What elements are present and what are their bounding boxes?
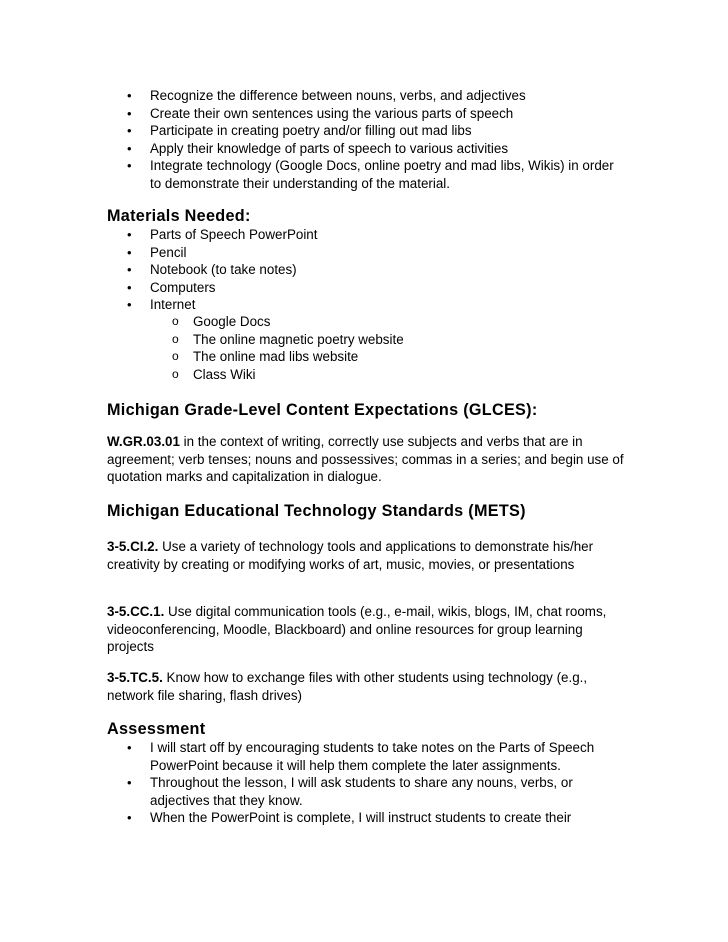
assessment-list: [0, 739, 618, 827]
mets-standard: [107, 603, 627, 656]
bullet-icon: •: [127, 227, 132, 242]
sub-list-item-text: The online magnetic poetry website: [193, 331, 404, 347]
sub-list-item-text: Google Docs: [193, 314, 271, 329]
sub-list-item: [0, 313, 404, 331]
list-item: [0, 809, 618, 827]
list-item-text: Computers: [150, 279, 216, 295]
objectives-list: [0, 87, 618, 192]
circle-bullet-icon: o: [172, 314, 179, 328]
list-item: [0, 87, 618, 105]
materials-list: [0, 226, 618, 314]
bullet-icon: •: [127, 279, 132, 295]
list-item-text: Apply their knowledge of parts of speech to various activities: [150, 140, 509, 156]
bullet-icon: •: [127, 775, 132, 790]
list-item-text: Participate in creating poetry and/or filling out mad libs: [150, 123, 472, 138]
sub-list-item-text: The online mad libs website: [193, 349, 359, 365]
list-item-text: Recognize the difference between nouns, verbs, and adjectives: [150, 88, 526, 103]
mets-standard-code: 3-5.TC.5.: [107, 670, 163, 685]
mets-standard: [107, 538, 627, 573]
mets-standard-code: 3-5.CC.1.: [107, 604, 165, 619]
bullet-icon: •: [127, 244, 132, 260]
list-item: [0, 279, 618, 297]
bullet-icon: •: [127, 88, 132, 103]
list-item-text: Create their own sentences using the various parts of speech: [150, 105, 514, 121]
list-item: [0, 296, 618, 314]
bullet-icon: •: [127, 297, 132, 312]
circle-bullet-icon: o: [172, 331, 179, 346]
sub-list-item: [0, 331, 404, 349]
mets-standard-text: Know how to exchange files with other students using technology (e.g., network file sharing, flash drives): [107, 670, 588, 703]
sub-list-item-text: Class Wiki: [193, 366, 256, 382]
assessment-heading: Assessment: [107, 720, 206, 738]
glces-paragraph: [107, 433, 627, 486]
bullet-icon: •: [127, 810, 132, 825]
sub-list-item: [0, 348, 404, 366]
list-item-text: I will start off by encouraging students to take notes on the Parts of Speech PowerPoint because it will help them complete the later assignments.: [150, 740, 595, 773]
glces-text: in the context of writing, correctly use subjects and verbs that are in agreement; verb tenses; nouns and possessives; commas in a series; and begin use of quotation marks and capitalization in dialogue.: [107, 434, 624, 485]
materials-heading: Materials Needed:: [107, 207, 251, 225]
list-item-text: Parts of Speech PowerPoint: [150, 227, 318, 242]
mets-standard-text: Use digital communication tools (e.g., e-mail, wikis, blogs, IM, chat rooms, videoconferencing, Moodle, Blackboard) and online resources for group learning projects: [107, 604, 607, 655]
glces-heading: Michigan Grade-Level Content Expectations (GLCES):: [107, 401, 538, 419]
list-item-text: Internet: [150, 297, 196, 312]
glces-code: W.GR.03.01: [107, 434, 180, 449]
bullet-icon: •: [127, 740, 132, 755]
list-item-text: Notebook (to take notes): [150, 262, 297, 277]
list-item: [0, 261, 618, 279]
bullet-icon: •: [127, 123, 132, 138]
list-item-text: Throughout the lesson, I will ask students to share any nouns, verbs, or adjectives that they know.: [150, 775, 573, 808]
list-item: [0, 105, 618, 123]
sub-list-item: [0, 366, 404, 384]
mets-standard: [107, 669, 627, 704]
list-item-text: Pencil: [150, 244, 187, 260]
list-item: [0, 226, 618, 244]
list-item-text: When the PowerPoint is complete, I will instruct students to create their: [150, 810, 572, 825]
mets-heading: Michigan Educational Technology Standards (METS): [107, 502, 526, 520]
list-item: [0, 739, 602, 774]
internet-sublist: [0, 313, 404, 383]
list-item: [0, 244, 618, 262]
list-item: [0, 157, 618, 192]
list-item: [0, 140, 618, 158]
circle-bullet-icon: o: [172, 349, 179, 364]
circle-bullet-icon: o: [172, 366, 179, 381]
list-item-text: Integrate technology (Google Docs, online poetry and mad libs, Wikis) in order to demonstrate their understanding of the material.: [150, 158, 614, 191]
bullet-icon: •: [127, 140, 132, 156]
list-item: [0, 122, 618, 140]
mets-standard-text: Use a variety of technology tools and applications to demonstrate his/her creativity by creating or modifying works of art, music, movies, or presentations: [107, 539, 594, 572]
bullet-icon: •: [127, 262, 132, 277]
bullet-icon: •: [127, 105, 132, 121]
mets-standard-code: 3-5.CI.2.: [107, 539, 159, 554]
list-item: [0, 774, 608, 809]
bullet-icon: •: [127, 158, 132, 173]
